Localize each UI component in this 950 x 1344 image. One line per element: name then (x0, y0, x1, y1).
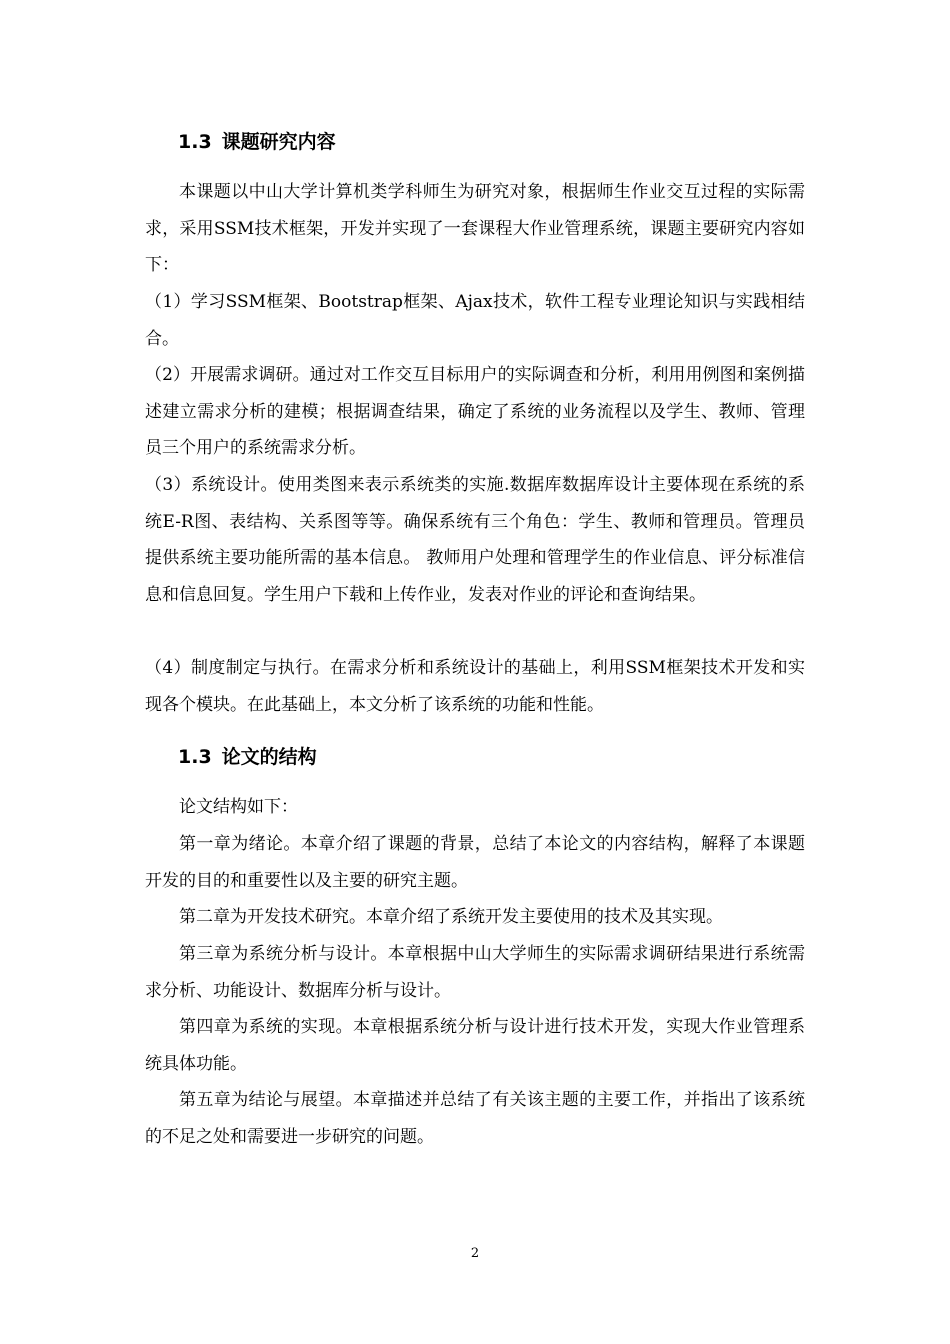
paragraph: 第一章为绪论。本章介绍了课题的背景，总结了本论文的内容结构，解释了本课题开发的目的和重要性以及主要的研究主题。 (145, 834, 805, 891)
paragraph: 论文结构如下： (179, 797, 298, 817)
list-item: （3）系统设计。使用类图来表示系统类的实施.数据库数据库设计主要体现在系统的系统E-R图、表结构、关系图等等。确保系统有三个角色：学生、教师和管理员。管理员提供系统主要功能所需的基本信息。 教师用户处理和管理学生的作业信息、评分标准信息和信息回复。学生用户下载和上传作业，发表对作业的评论和查询结果。 (145, 475, 805, 605)
paragraph: 第三章为系统分析与设计。本章根据中山大学师生的实际需求调研结果进行系统需求分析、功能设计、数据库分析与设计。 (145, 944, 805, 1001)
section-heading-thesis-structure (178, 745, 317, 769)
section-number: 1.3 (178, 746, 212, 768)
paragraph: 第四章为系统的实现。本章根据系统分析与设计进行技术开发，实现大作业管理系统具体功能。 (145, 1017, 805, 1074)
paragraph: 第五章为结论与展望。本章描述并总结了有关该主题的主要工作，并指出了该系统的不足之处和需要进一步研究的问题。 (145, 1090, 805, 1147)
section-number: 1.3 (178, 131, 212, 153)
list-item: （2）开展需求调研。通过对工作交互目标用户的实际调查和分析，利用用例图和案例描述建立需求分析的建模；根据调查结果，确定了系统的业务流程以及学生、教师、管理员三个用户的系统需求分析。 (145, 365, 805, 458)
section-heading-research-content (178, 130, 336, 154)
paragraph: 第二章为开发技术研究。本章介绍了系统开发主要使用的技术及其实现。 (179, 907, 723, 927)
list-item: （1）学习SSM框架、Bootstrap框架、Ajax技术，软件工程专业理论知识与实践相结合。 (145, 292, 805, 349)
list-item: （4）制度制定与执行。在需求分析和系统设计的基础上，利用SSM框架技术开发和实现各个模块。在此基础上，本文分析了该系统的功能和性能。 (145, 658, 805, 715)
page-number: 2 (470, 1246, 480, 1261)
section-title: 论文的结构 (221, 746, 317, 768)
section-title: 课题研究内容 (221, 131, 336, 153)
paragraph: 本课题以中山大学计算机类学科师生为研究对象，根据师生作业交互过程的实际需求，采用SSM技术框架，开发并实现了一套课程大作业管理系统，课题主要研究内容如下： (145, 182, 805, 275)
